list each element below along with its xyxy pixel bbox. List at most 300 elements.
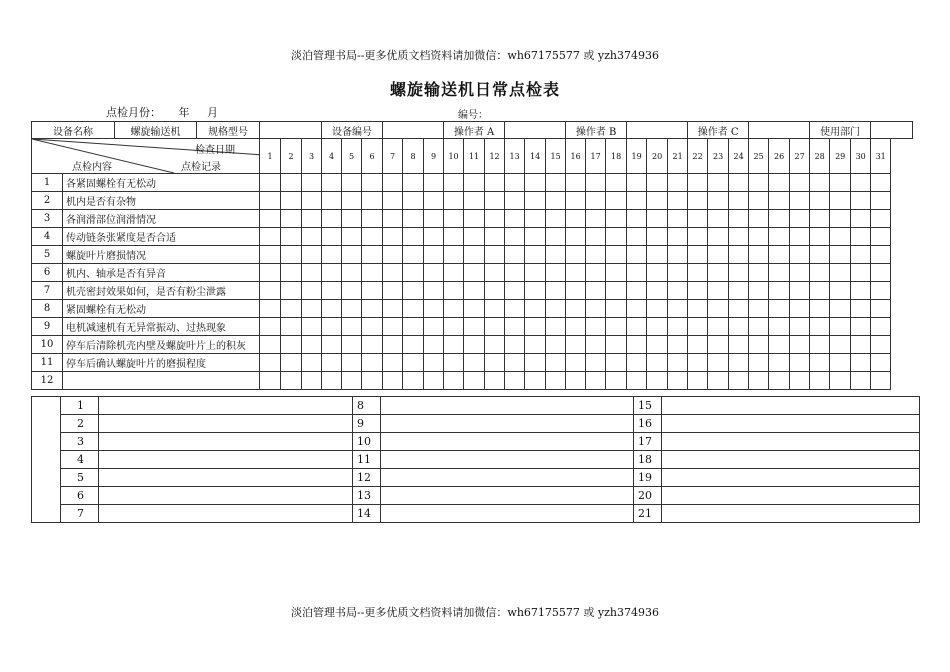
check-cell[interactable] <box>871 354 891 372</box>
note-field[interactable] <box>381 451 634 469</box>
check-cell[interactable] <box>769 336 790 354</box>
check-cell[interactable] <box>362 228 383 246</box>
note-field[interactable] <box>99 469 353 487</box>
check-cell[interactable] <box>769 192 790 210</box>
check-cell[interactable] <box>302 336 322 354</box>
check-cell[interactable] <box>851 372 871 390</box>
check-cell[interactable] <box>851 174 871 192</box>
check-cell[interactable] <box>688 228 708 246</box>
check-cell[interactable] <box>606 210 627 228</box>
check-cell[interactable] <box>851 210 871 228</box>
check-cell[interactable] <box>647 336 668 354</box>
check-cell[interactable] <box>810 354 830 372</box>
check-cell[interactable] <box>647 354 668 372</box>
check-cell[interactable] <box>342 336 362 354</box>
check-cell[interactable] <box>566 318 586 336</box>
check-cell[interactable] <box>342 318 362 336</box>
check-cell[interactable] <box>505 210 525 228</box>
check-cell[interactable] <box>525 282 546 300</box>
check-cell[interactable] <box>260 372 281 390</box>
check-cell[interactable] <box>342 300 362 318</box>
check-cell[interactable] <box>830 228 851 246</box>
note-field[interactable] <box>662 487 920 505</box>
check-cell[interactable] <box>769 354 790 372</box>
check-cell[interactable] <box>851 354 871 372</box>
check-cell[interactable] <box>302 318 322 336</box>
check-cell[interactable] <box>424 174 444 192</box>
check-cell[interactable] <box>627 282 647 300</box>
note-field[interactable] <box>662 415 920 433</box>
check-cell[interactable] <box>729 246 749 264</box>
check-cell[interactable] <box>871 192 891 210</box>
check-cell[interactable] <box>729 282 749 300</box>
check-cell[interactable] <box>729 192 749 210</box>
check-cell[interactable] <box>606 192 627 210</box>
check-cell[interactable] <box>627 210 647 228</box>
check-cell[interactable] <box>383 264 403 282</box>
check-cell[interactable] <box>464 210 485 228</box>
check-cell[interactable] <box>851 300 871 318</box>
check-cell[interactable] <box>525 264 546 282</box>
check-cell[interactable] <box>546 318 566 336</box>
check-cell[interactable] <box>525 228 546 246</box>
check-cell[interactable] <box>708 228 729 246</box>
check-cell[interactable] <box>302 282 322 300</box>
check-cell[interactable] <box>302 354 322 372</box>
check-cell[interactable] <box>403 372 424 390</box>
note-field[interactable] <box>99 415 353 433</box>
check-cell[interactable] <box>566 354 586 372</box>
check-cell[interactable] <box>627 246 647 264</box>
note-field[interactable] <box>381 505 634 523</box>
check-cell[interactable] <box>851 336 871 354</box>
check-cell[interactable] <box>566 174 586 192</box>
check-cell[interactable] <box>362 282 383 300</box>
check-cell[interactable] <box>830 264 851 282</box>
note-field[interactable] <box>99 487 353 505</box>
check-cell[interactable] <box>362 246 383 264</box>
check-cell[interactable] <box>302 300 322 318</box>
check-cell[interactable] <box>830 174 851 192</box>
check-cell[interactable] <box>688 318 708 336</box>
check-cell[interactable] <box>322 174 342 192</box>
check-cell[interactable] <box>769 246 790 264</box>
check-cell[interactable] <box>810 174 830 192</box>
check-cell[interactable] <box>302 210 322 228</box>
check-cell[interactable] <box>586 372 606 390</box>
check-cell[interactable] <box>749 300 769 318</box>
check-cell[interactable] <box>546 354 566 372</box>
check-cell[interactable] <box>505 318 525 336</box>
check-cell[interactable] <box>260 336 281 354</box>
check-cell[interactable] <box>464 228 485 246</box>
check-cell[interactable] <box>830 192 851 210</box>
check-cell[interactable] <box>566 246 586 264</box>
check-cell[interactable] <box>424 336 444 354</box>
check-cell[interactable] <box>749 372 769 390</box>
check-cell[interactable] <box>606 372 627 390</box>
check-cell[interactable] <box>871 174 891 192</box>
check-cell[interactable] <box>851 318 871 336</box>
check-cell[interactable] <box>627 228 647 246</box>
check-cell[interactable] <box>688 246 708 264</box>
check-cell[interactable] <box>362 174 383 192</box>
check-cell[interactable] <box>281 336 302 354</box>
check-cell[interactable] <box>525 336 546 354</box>
check-cell[interactable] <box>485 246 505 264</box>
check-cell[interactable] <box>627 264 647 282</box>
check-cell[interactable] <box>444 372 464 390</box>
check-cell[interactable] <box>627 354 647 372</box>
check-cell[interactable] <box>668 372 688 390</box>
check-cell[interactable] <box>505 264 525 282</box>
check-cell[interactable] <box>729 174 749 192</box>
check-cell[interactable] <box>322 228 342 246</box>
check-cell[interactable] <box>281 372 302 390</box>
check-cell[interactable] <box>403 192 424 210</box>
check-cell[interactable] <box>647 210 668 228</box>
check-cell[interactable] <box>383 192 403 210</box>
check-cell[interactable] <box>810 282 830 300</box>
check-cell[interactable] <box>362 210 383 228</box>
note-field[interactable] <box>662 505 920 523</box>
check-cell[interactable] <box>444 282 464 300</box>
check-cell[interactable] <box>424 354 444 372</box>
check-cell[interactable] <box>485 174 505 192</box>
check-cell[interactable] <box>525 192 546 210</box>
check-cell[interactable] <box>383 336 403 354</box>
check-cell[interactable] <box>688 354 708 372</box>
check-cell[interactable] <box>444 228 464 246</box>
check-cell[interactable] <box>464 282 485 300</box>
check-cell[interactable] <box>260 354 281 372</box>
check-cell[interactable] <box>546 192 566 210</box>
check-cell[interactable] <box>485 192 505 210</box>
check-cell[interactable] <box>464 264 485 282</box>
check-cell[interactable] <box>260 210 281 228</box>
check-cell[interactable] <box>485 282 505 300</box>
check-cell[interactable] <box>424 300 444 318</box>
check-cell[interactable] <box>260 318 281 336</box>
check-cell[interactable] <box>729 264 749 282</box>
check-cell[interactable] <box>871 228 891 246</box>
check-cell[interactable] <box>790 174 810 192</box>
check-cell[interactable] <box>586 264 606 282</box>
check-cell[interactable] <box>606 246 627 264</box>
check-cell[interactable] <box>668 282 688 300</box>
check-cell[interactable] <box>342 228 362 246</box>
check-cell[interactable] <box>749 174 769 192</box>
check-cell[interactable] <box>505 228 525 246</box>
check-cell[interactable] <box>424 192 444 210</box>
check-cell[interactable] <box>749 282 769 300</box>
check-cell[interactable] <box>444 336 464 354</box>
check-cell[interactable] <box>566 264 586 282</box>
check-cell[interactable] <box>383 174 403 192</box>
check-cell[interactable] <box>566 372 586 390</box>
check-cell[interactable] <box>383 282 403 300</box>
check-cell[interactable] <box>322 210 342 228</box>
check-cell[interactable] <box>830 372 851 390</box>
check-cell[interactable] <box>871 318 891 336</box>
check-cell[interactable] <box>790 228 810 246</box>
check-cell[interactable] <box>322 354 342 372</box>
check-cell[interactable] <box>708 336 729 354</box>
check-cell[interactable] <box>525 372 546 390</box>
check-cell[interactable] <box>647 372 668 390</box>
check-cell[interactable] <box>424 282 444 300</box>
check-cell[interactable] <box>749 336 769 354</box>
check-cell[interactable] <box>444 354 464 372</box>
check-cell[interactable] <box>302 228 322 246</box>
check-cell[interactable] <box>260 264 281 282</box>
check-cell[interactable] <box>362 300 383 318</box>
check-cell[interactable] <box>790 210 810 228</box>
check-cell[interactable] <box>606 336 627 354</box>
check-cell[interactable] <box>871 372 891 390</box>
check-cell[interactable] <box>383 300 403 318</box>
check-cell[interactable] <box>749 264 769 282</box>
check-cell[interactable] <box>342 264 362 282</box>
check-cell[interactable] <box>546 246 566 264</box>
check-cell[interactable] <box>668 354 688 372</box>
check-cell[interactable] <box>546 336 566 354</box>
check-cell[interactable] <box>424 228 444 246</box>
check-cell[interactable] <box>668 210 688 228</box>
check-cell[interactable] <box>729 354 749 372</box>
check-cell[interactable] <box>383 210 403 228</box>
check-cell[interactable] <box>647 300 668 318</box>
note-field[interactable] <box>381 433 634 451</box>
check-cell[interactable] <box>546 264 566 282</box>
check-cell[interactable] <box>871 210 891 228</box>
check-cell[interactable] <box>668 336 688 354</box>
check-cell[interactable] <box>769 372 790 390</box>
check-cell[interactable] <box>485 354 505 372</box>
check-cell[interactable] <box>383 372 403 390</box>
check-cell[interactable] <box>586 336 606 354</box>
check-cell[interactable] <box>647 174 668 192</box>
note-field[interactable] <box>99 433 353 451</box>
check-cell[interactable] <box>342 372 362 390</box>
check-cell[interactable] <box>424 318 444 336</box>
check-cell[interactable] <box>322 282 342 300</box>
check-cell[interactable] <box>464 300 485 318</box>
check-cell[interactable] <box>260 300 281 318</box>
check-cell[interactable] <box>342 192 362 210</box>
check-cell[interactable] <box>790 336 810 354</box>
check-cell[interactable] <box>830 300 851 318</box>
check-cell[interactable] <box>810 300 830 318</box>
note-field[interactable] <box>662 451 920 469</box>
check-cell[interactable] <box>566 300 586 318</box>
check-cell[interactable] <box>444 300 464 318</box>
check-cell[interactable] <box>688 192 708 210</box>
check-cell[interactable] <box>281 318 302 336</box>
check-cell[interactable] <box>688 210 708 228</box>
check-cell[interactable] <box>546 228 566 246</box>
check-cell[interactable] <box>851 282 871 300</box>
check-cell[interactable] <box>586 174 606 192</box>
check-cell[interactable] <box>830 246 851 264</box>
check-cell[interactable] <box>302 192 322 210</box>
check-cell[interactable] <box>302 174 322 192</box>
check-cell[interactable] <box>424 372 444 390</box>
check-cell[interactable] <box>749 318 769 336</box>
check-cell[interactable] <box>871 336 891 354</box>
check-cell[interactable] <box>810 192 830 210</box>
check-cell[interactable] <box>546 282 566 300</box>
check-cell[interactable] <box>342 246 362 264</box>
check-cell[interactable] <box>790 246 810 264</box>
check-cell[interactable] <box>444 210 464 228</box>
check-cell[interactable] <box>260 174 281 192</box>
check-cell[interactable] <box>708 372 729 390</box>
note-field[interactable] <box>662 397 920 415</box>
check-cell[interactable] <box>485 300 505 318</box>
check-cell[interactable] <box>769 300 790 318</box>
check-cell[interactable] <box>708 354 729 372</box>
check-cell[interactable] <box>302 372 322 390</box>
check-cell[interactable] <box>525 246 546 264</box>
check-cell[interactable] <box>851 192 871 210</box>
note-field[interactable] <box>99 451 353 469</box>
check-cell[interactable] <box>464 246 485 264</box>
check-cell[interactable] <box>485 372 505 390</box>
check-cell[interactable] <box>505 174 525 192</box>
check-cell[interactable] <box>769 228 790 246</box>
check-cell[interactable] <box>424 210 444 228</box>
check-cell[interactable] <box>546 210 566 228</box>
check-cell[interactable] <box>606 282 627 300</box>
check-cell[interactable] <box>688 174 708 192</box>
check-cell[interactable] <box>505 282 525 300</box>
check-cell[interactable] <box>403 336 424 354</box>
check-cell[interactable] <box>810 336 830 354</box>
check-cell[interactable] <box>505 354 525 372</box>
check-cell[interactable] <box>586 228 606 246</box>
check-cell[interactable] <box>729 336 749 354</box>
check-cell[interactable] <box>525 318 546 336</box>
check-cell[interactable] <box>302 246 322 264</box>
check-cell[interactable] <box>851 246 871 264</box>
check-cell[interactable] <box>708 174 729 192</box>
check-cell[interactable] <box>444 246 464 264</box>
check-cell[interactable] <box>342 282 362 300</box>
check-cell[interactable] <box>647 282 668 300</box>
check-cell[interactable] <box>729 372 749 390</box>
check-cell[interactable] <box>383 228 403 246</box>
check-cell[interactable] <box>627 336 647 354</box>
check-cell[interactable] <box>281 264 302 282</box>
check-cell[interactable] <box>403 318 424 336</box>
check-cell[interactable] <box>342 354 362 372</box>
check-cell[interactable] <box>362 264 383 282</box>
check-cell[interactable] <box>322 372 342 390</box>
check-cell[interactable] <box>688 336 708 354</box>
check-cell[interactable] <box>790 354 810 372</box>
check-cell[interactable] <box>362 318 383 336</box>
check-cell[interactable] <box>525 174 546 192</box>
check-cell[interactable] <box>546 372 566 390</box>
check-cell[interactable] <box>362 354 383 372</box>
check-cell[interactable] <box>606 228 627 246</box>
check-cell[interactable] <box>403 210 424 228</box>
check-cell[interactable] <box>464 354 485 372</box>
check-cell[interactable] <box>627 174 647 192</box>
check-cell[interactable] <box>749 192 769 210</box>
check-cell[interactable] <box>322 192 342 210</box>
check-cell[interactable] <box>586 300 606 318</box>
check-cell[interactable] <box>525 354 546 372</box>
check-cell[interactable] <box>281 354 302 372</box>
check-cell[interactable] <box>749 354 769 372</box>
check-cell[interactable] <box>505 372 525 390</box>
check-cell[interactable] <box>322 318 342 336</box>
check-cell[interactable] <box>668 264 688 282</box>
check-cell[interactable] <box>688 282 708 300</box>
check-cell[interactable] <box>525 210 546 228</box>
check-cell[interactable] <box>627 372 647 390</box>
check-cell[interactable] <box>444 192 464 210</box>
check-cell[interactable] <box>281 300 302 318</box>
check-cell[interactable] <box>444 174 464 192</box>
check-cell[interactable] <box>729 300 749 318</box>
check-cell[interactable] <box>403 246 424 264</box>
check-cell[interactable] <box>769 174 790 192</box>
check-cell[interactable] <box>322 264 342 282</box>
check-cell[interactable] <box>871 282 891 300</box>
check-cell[interactable] <box>281 282 302 300</box>
check-cell[interactable] <box>606 264 627 282</box>
check-cell[interactable] <box>322 300 342 318</box>
check-cell[interactable] <box>810 228 830 246</box>
check-cell[interactable] <box>546 300 566 318</box>
check-cell[interactable] <box>606 318 627 336</box>
check-cell[interactable] <box>322 336 342 354</box>
note-field[interactable] <box>99 505 353 523</box>
check-cell[interactable] <box>403 174 424 192</box>
check-cell[interactable] <box>505 192 525 210</box>
check-cell[interactable] <box>810 318 830 336</box>
check-cell[interactable] <box>281 210 302 228</box>
check-cell[interactable] <box>647 192 668 210</box>
check-cell[interactable] <box>627 192 647 210</box>
check-cell[interactable] <box>260 228 281 246</box>
check-cell[interactable] <box>383 318 403 336</box>
check-cell[interactable] <box>362 336 383 354</box>
check-cell[interactable] <box>342 210 362 228</box>
check-cell[interactable] <box>362 372 383 390</box>
check-cell[interactable] <box>729 318 749 336</box>
check-cell[interactable] <box>810 372 830 390</box>
check-cell[interactable] <box>464 318 485 336</box>
check-cell[interactable] <box>790 318 810 336</box>
check-cell[interactable] <box>546 174 566 192</box>
check-cell[interactable] <box>830 282 851 300</box>
check-cell[interactable] <box>464 192 485 210</box>
check-cell[interactable] <box>708 300 729 318</box>
check-cell[interactable] <box>403 354 424 372</box>
check-cell[interactable] <box>668 246 688 264</box>
note-field[interactable] <box>381 397 634 415</box>
check-cell[interactable] <box>566 282 586 300</box>
check-cell[interactable] <box>708 264 729 282</box>
check-cell[interactable] <box>403 264 424 282</box>
check-cell[interactable] <box>403 282 424 300</box>
check-cell[interactable] <box>708 210 729 228</box>
check-cell[interactable] <box>505 246 525 264</box>
